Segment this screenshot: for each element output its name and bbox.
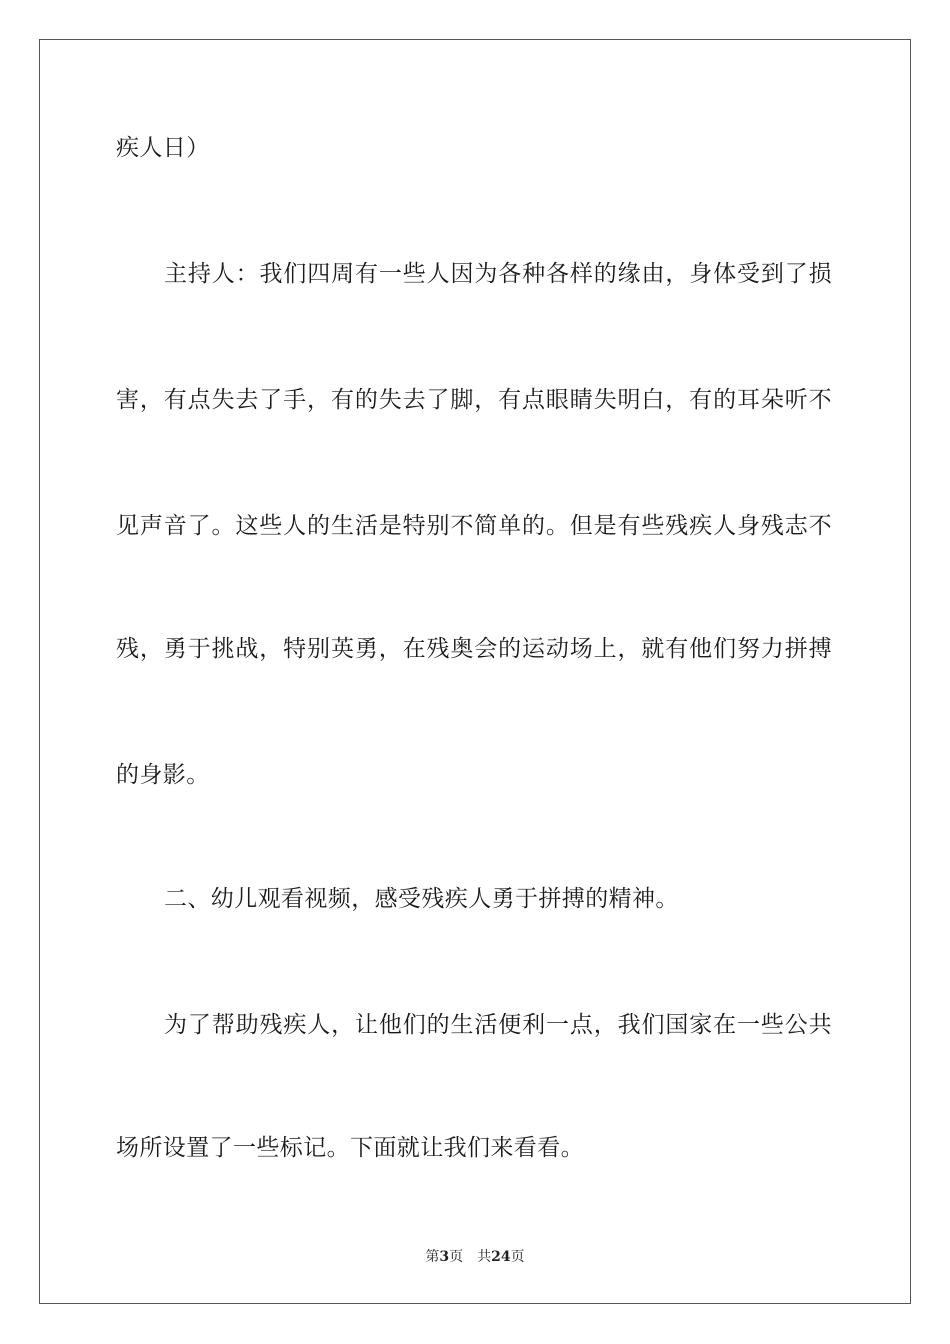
text-line: 主持人：我们四周有一些人因为各种各样的缘由，身体受到了损 [164, 261, 832, 287]
section-heading: 二、幼儿观看视频，感受残疾人勇于拼搏的精神。 [164, 886, 679, 912]
total-prefix: 共 [477, 1249, 492, 1265]
text-line: 场所设置了一些标记。下面就让我们来看看。 [116, 1135, 584, 1161]
text-line: 为了帮助残疾人，让他们的生活便利一点，我们国家在一些公共 [164, 1012, 832, 1038]
page-prefix: 第 [425, 1249, 440, 1265]
page-footer [0, 1248, 950, 1266]
page-border [39, 39, 911, 1304]
total-suffix: 页 [510, 1249, 525, 1265]
text-line: 疾人日） [116, 135, 210, 161]
page-suffix: 页 [449, 1249, 464, 1265]
text-line: 见声音了。这些人的生活是特别不简单的。但是有些残疾人身残志不 [116, 513, 832, 539]
text-line: 害，有点失去了手，有的失去了脚，有点眼睛失明白，有的耳朵听不 [116, 387, 832, 413]
text-line: 的身影。 [116, 762, 210, 788]
total-page-count: 24 [491, 1249, 511, 1265]
text-line: 残，勇于挑战，特别英勇，在残奥会的运动场上，就有他们努力拼搏 [116, 636, 832, 662]
current-page-number: 3 [439, 1249, 450, 1265]
